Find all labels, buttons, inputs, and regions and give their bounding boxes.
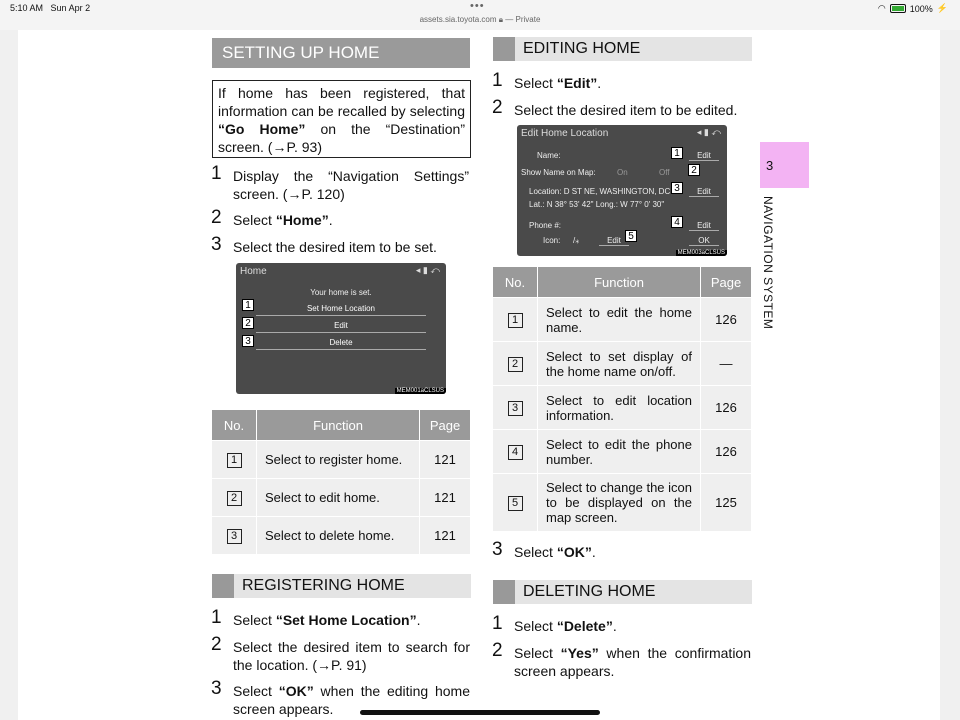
table-row: 2 Select to set display of the home name on/off. — — [493, 342, 752, 386]
registering-home-header: REGISTERING HOME — [212, 574, 471, 598]
editing-home-header: EDITING HOME — [493, 37, 752, 61]
table-row: 2 Select to edit home. 121 — [212, 479, 471, 517]
edit-step-2: 2 Select the desired item to be edited. — [492, 97, 738, 118]
register-step-3: 3 Select “OK” when the editing home screen appears. — [211, 678, 470, 717]
charging-icon: ⚡ — [936, 3, 948, 13]
register-step-2: 2 Select the desired item to search for the location. (→P. 91) — [211, 634, 470, 673]
home-screen-image: Home ◂ ▮ ⤺ Your home is set. Set Home Location Edit Delete 1 2 3 MEM001aCLSUS — [236, 263, 446, 394]
setup-table: No. Function Page 1 Select to register home. 121 2 Select to edit home. 121 3 Select to delete home. 121 — [211, 409, 471, 555]
edit-home-screen-image: Edit Home Location ◂ ▮ ⤺ Name: Edit Show Name on Map: On Off Location: D ST NE, WASHINGTON, DC Edit Lat.: N 38° 53' 42" Long.: W 77° 0' 30" Phone #: Edit Icon: /⁎ Edit OK 1 2 3 4 5 MEM003aCLSUS — [517, 125, 727, 256]
wifi-icon: ◠ — [877, 3, 886, 13]
setting-up-home-header: SETTING UP HOME — [212, 38, 470, 68]
address-bar[interactable]: assets.sia.toyota.com 🔒︎ — Private — [419, 15, 541, 24]
deleting-home-header: DELETING HOME — [493, 580, 752, 604]
home-indicator[interactable] — [360, 710, 600, 715]
edit-step-3: 3 Select “OK”. — [492, 539, 596, 560]
delete-step-2: 2 Select “Yes” when the confirmation screen appears. — [492, 640, 751, 679]
chapter-label: NAVIGATION SYSTEM — [761, 196, 775, 330]
setup-step-3: 3 Select the desired item to be set. — [211, 234, 437, 255]
status-time: 5:10 AM Sun Apr 2 — [10, 3, 91, 13]
back-icon: ◂ ▮ ⤺ — [696, 127, 721, 137]
status-bar — [0, 0, 960, 30]
chapter-tab[interactable]: 3 — [760, 142, 809, 188]
table-row: 1 Select to register home. 121 — [212, 441, 471, 479]
lock-icon: 🔒︎ — [498, 15, 504, 24]
status-icons: ◠ 100% ⚡ — [877, 3, 948, 14]
table-row: 1 Select to edit the home name. 126 — [493, 298, 752, 342]
edit-table: No. Function Page 1 Select to edit the home name. 126 2 Select to set display of the home name on/off. — 3 Select to edit location information. 126 4 Select to edit the phone number. 126 5 Select to change the icon to be displayed on the map screen. 125 — [492, 266, 752, 532]
battery-icon — [890, 4, 906, 13]
register-step-1: 1 Select “Set Home Location”. — [211, 607, 421, 628]
info-note: If home has been registered, that information can be recalled by selecting “Go Home” on the “Destination” screen. (→P. 93) — [212, 80, 471, 158]
table-row: 3 Select to edit location information. 126 — [493, 386, 752, 430]
viewer-margin-left — [0, 30, 18, 720]
table-row: 3 Select to delete home. 121 — [212, 517, 471, 555]
delete-step-1: 1 Select “Delete”. — [492, 613, 617, 634]
setup-step-1: 1 Display the “Navigation Settings” screen. (→P. 120) — [211, 163, 469, 202]
edit-step-1: 1 Select “Edit”. — [492, 70, 602, 91]
table-row: 4 Select to edit the phone number. 126 — [493, 430, 752, 474]
table-row: 5 Select to change the icon to be displayed on the map screen. 125 — [493, 474, 752, 532]
more-dots-icon[interactable]: ••• — [470, 0, 485, 12]
viewer-margin-right — [940, 30, 960, 720]
back-icon: ◂ ▮ ⤺ — [415, 265, 440, 275]
setup-step-2: 2 Select “Home”. — [211, 207, 333, 228]
